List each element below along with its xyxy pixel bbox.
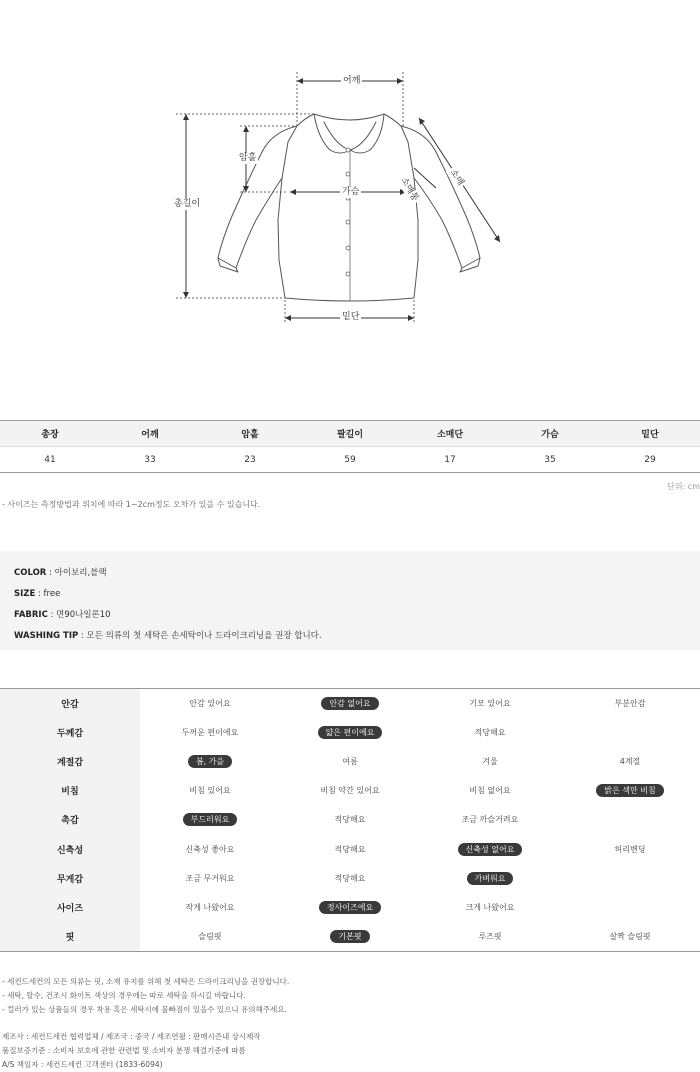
fit-option [140,922,280,951]
company-line: 품질보증기준 : 소비자 보호에 관한 관련법 및 소비자 분쟁 해결기준에 따름 [2,1046,246,1055]
size-header-cell: 밑단 [641,430,659,440]
fit-option [420,922,560,951]
size-header-cell: 팔길이 [336,430,364,440]
fit-option-text: 봄, 가을 [188,755,232,768]
size-value-cell: 17 [444,454,456,465]
fit-option-selected [420,834,560,863]
fit-option-text: 신축성 없어요 [458,843,523,856]
shoulder-label: 어깨 [343,76,361,86]
fit-option-selected [280,718,420,747]
fit-option-text: 적당해요 [334,815,366,825]
fit-option-text: 여름 [342,757,358,767]
info-key: COLOR [14,568,47,578]
info-key: WASHING TIP [14,631,79,641]
fit-option-text: 가벼워요 [467,872,514,885]
fit-option [420,805,560,834]
fit-option [140,689,280,718]
fit-option-text: 정사이즈에요 [319,901,381,914]
fit-option [140,864,280,893]
fit-option-text: 안감 없어요 [321,697,378,710]
fit-option [560,864,700,893]
fit-option-text: 슬림핏 [198,931,222,941]
size-header-cell: 암홀 [241,430,259,440]
size-header-cell: 총장 [41,430,59,440]
fit-option [560,747,700,776]
fit-option [420,776,560,805]
size-value-cell: 41 [44,454,56,465]
company-line: A/S 책임자 : 세컨드세컨 고객센터 (1833-6094) [2,1060,163,1069]
fit-option [140,834,280,863]
fit-option-text: 얇은 편이에요 [318,726,383,739]
fit-option-text: 부분안감 [614,699,646,709]
fit-option [420,689,560,718]
care-note: - 세컨드세컨의 모든 의류는 핏, 소재 유지를 위해 첫 세탁은 드라이크리닝을 권장합니다. [2,977,290,986]
blouse-illustration [0,0,700,400]
size-value-cell: 29 [644,454,656,465]
fit-option-text: 기모 있어요 [469,699,511,709]
fit-option-selected [280,689,420,718]
fit-option-text: 적당해요 [334,844,366,854]
fit-row-label: 계절감 [0,747,140,776]
fit-option [420,747,560,776]
fit-row [0,776,700,805]
sleeve-label: 소매 [446,166,467,190]
fit-option-selected [280,922,420,951]
sleeve-width-label: 소매통 [396,174,421,206]
chest-label: 가슴 [342,187,360,197]
care-note: - 컬러가 있는 상품들의 경우 착용 혹은 세탁시에 물빠짐이 있을수 있으니 유의해주세요. [2,1005,287,1014]
fit-option-text: 조금 무거워요 [185,873,235,883]
size-value-cell: 33 [144,454,156,465]
fit-option-text: 적당해요 [474,728,506,738]
size-header-cell: 소매단 [436,430,464,440]
care-note: - 세탁, 탈수, 건조시 화이트 색상의 경우에는 따로 세탁을 하시길 바랍니다. [2,991,246,1000]
fit-option-text: 비침 있어요 [189,786,231,796]
info-fabric [14,605,700,626]
fit-option-text: 안감 있어요 [189,699,231,709]
fit-option [560,718,700,747]
info-size [14,584,700,605]
info-washing-tip [14,626,700,647]
info-color [14,563,700,584]
fit-option-text: 밝은 색만 비침 [596,784,663,797]
info-key: SIZE [14,589,36,599]
info-key: FABRIC [14,610,48,620]
fit-option [280,747,420,776]
fit-option [280,834,420,863]
fit-row [0,893,700,922]
fit-table [0,688,700,952]
fit-option [420,718,560,747]
fit-option-text: 겨울 [482,757,498,767]
fit-option-text: 허리밴딩 [614,844,646,854]
size-diagram [0,0,700,400]
fit-option-selected [560,776,700,805]
fit-option-selected [420,864,560,893]
info-value: : 아이보리,블랙 [46,568,107,578]
company-info [2,1030,261,1072]
fit-row-label: 촉감 [0,805,140,834]
size-value-cell: 23 [244,454,256,465]
fit-option-text: 살짝 슬림핏 [609,931,651,941]
fit-row [0,805,700,834]
fit-option-text: 부드러워요 [183,813,238,826]
info-value: : 면90나일론10 [47,610,111,620]
fit-row-label: 안감 [0,689,140,718]
fit-option-text: 작게 나왔어요 [185,902,235,912]
fit-option [280,864,420,893]
size-value-cell: 59 [344,454,356,465]
fit-option [560,922,700,951]
fit-option-selected [140,747,280,776]
fit-option-text: 비침 없어요 [469,786,511,796]
fit-row [0,864,700,893]
fit-row [0,922,700,951]
product-info-box [0,551,700,650]
size-table-header [0,420,700,447]
fit-option [560,893,700,922]
total-length-label: 총길이 [174,199,201,209]
care-notes [2,975,289,1017]
info-value: : free [35,589,61,599]
size-header-cell: 어깨 [141,430,159,440]
fit-row-label: 두께감 [0,718,140,747]
fit-row-label: 비침 [0,776,140,805]
fit-row-label: 무게감 [0,864,140,893]
size-value-cell: 35 [544,454,556,465]
fit-option-selected [280,893,420,922]
fit-option [280,776,420,805]
size-table-values [0,447,700,473]
fit-row-label: 핏 [0,922,140,951]
fit-option-text: 신축성 좋아요 [185,844,235,854]
size-header-cell: 가슴 [541,430,559,440]
fit-row [0,747,700,776]
fit-option [140,776,280,805]
armhole-label: 암홀 [239,153,257,163]
fit-option [560,805,700,834]
fit-option [420,893,560,922]
fit-option-text: 루즈핏 [478,931,502,941]
fit-row [0,834,700,863]
fit-option-text: 조금 까슬거려요 [461,815,519,825]
fit-option-text: 크게 나왔어요 [465,902,515,912]
fit-option-text: 비침 약간 있어요 [320,786,380,796]
fit-row [0,689,700,718]
fit-option [280,805,420,834]
fit-option-text: 적당해요 [334,873,366,883]
size-note: - 사이즈는 측정방법과 위치에 따라 1~2cm정도 오차가 있을 수 있습니다. [2,500,261,509]
fit-option-text: 두꺼운 편이에요 [181,728,239,738]
unit-label: 단위: cm [667,482,700,491]
fit-option-text: 4계절 [619,757,641,767]
company-line: 제조사 : 세컨드세컨 협력업체 / 제조국 : 중국 / 제조연월 : 판매시즌내 상시제작 [2,1032,261,1041]
fit-option [560,689,700,718]
fit-row-label: 사이즈 [0,893,140,922]
fit-row [0,718,700,747]
fit-row-label: 신축성 [0,834,140,863]
fit-option-text: 기본핏 [330,930,369,943]
size-table [0,420,700,473]
fit-option [140,893,280,922]
fit-option-selected [140,805,280,834]
fit-option [140,718,280,747]
fit-option [560,834,700,863]
hem-label: 밑단 [342,312,360,322]
info-value: : 모든 의류의 첫 세탁은 손세탁이나 드라이크리닝을 권장 합니다. [78,631,322,641]
